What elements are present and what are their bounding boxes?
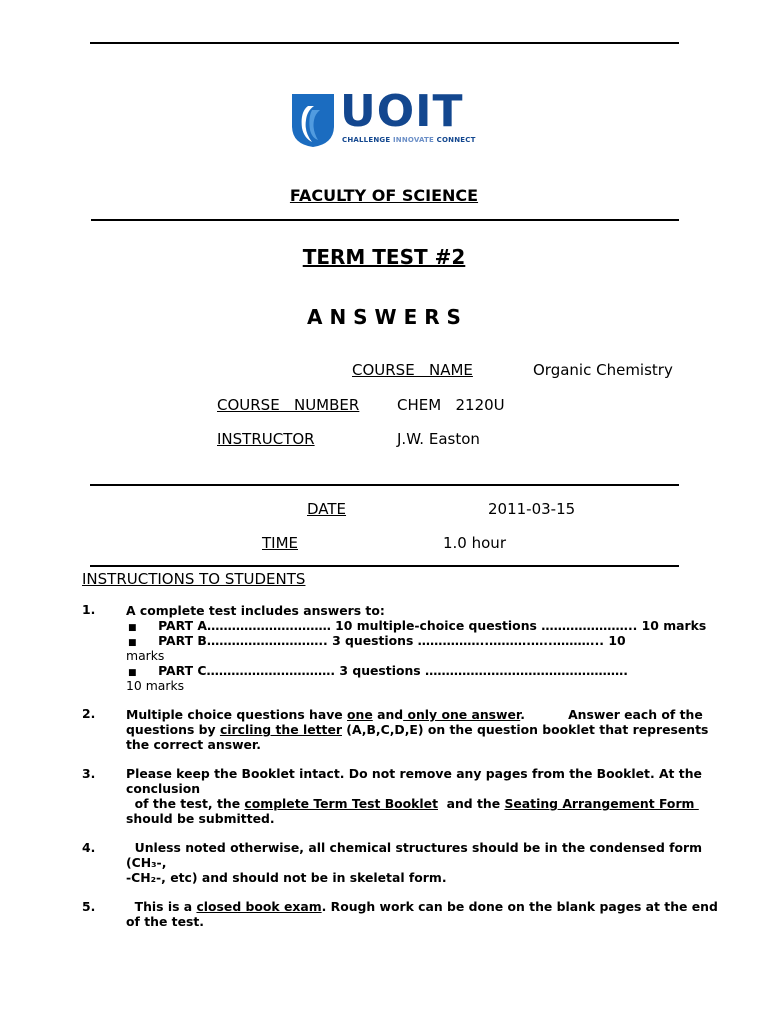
- term-test-title: TERM TEST #2: [302, 245, 466, 269]
- uoit-logo: [290, 86, 480, 150]
- item2-text: . Answer each of the: [520, 707, 703, 722]
- item3-line4: should be submitted.: [126, 811, 275, 826]
- item5-text: . Rough work can be done on the blank pages at the end: [321, 899, 718, 914]
- item2-circling-letter: circling the letter: [219, 722, 342, 737]
- item2-text: (A,B,C,D,E) on the question booklet that represents: [341, 722, 709, 737]
- item5-closed-book: closed book exam: [196, 899, 322, 914]
- instructions-heading: INSTRUCTIONS TO STUDENTS: [82, 570, 306, 588]
- item5-text: This is a: [126, 899, 197, 914]
- item3-seating-form: Seating Arrangement Form: [504, 796, 699, 811]
- item1-part-c-cont: 10 marks: [126, 678, 185, 693]
- item1-number: 1.: [82, 602, 96, 617]
- item2-number: 2.: [82, 706, 96, 721]
- instructor-label: INSTRUCTOR: [217, 430, 315, 448]
- course-name-value: Organic Chemistry: [533, 361, 673, 379]
- item2-text: and: [372, 707, 404, 722]
- bullet-square-icon: ■: [128, 623, 137, 633]
- faculty-rule: [91, 219, 679, 221]
- bullet-square-icon: ■: [128, 638, 137, 648]
- top-rule: [90, 42, 679, 44]
- time-label: TIME: [262, 534, 299, 552]
- item4-line3: -CH₂-, etc) and should not be in skeletal form.: [126, 870, 447, 885]
- item3-text: and the: [438, 796, 505, 811]
- item3-line1: Please keep the Booklet intact. Do not remove any pages from the Booklet. At the: [126, 766, 702, 781]
- time-value: 1.0 hour: [443, 534, 506, 552]
- schedule-rule: [90, 565, 679, 567]
- logo-tagline: [342, 136, 476, 144]
- item2-one: one: [347, 707, 373, 722]
- part-a-text: PART A………………………… 10 multiple-choice questions ………………….. 10 marks: [158, 618, 707, 633]
- item2-line2: [126, 722, 708, 737]
- part-c-text: PART C…………………………. 3 questions ………………………………………….: [158, 663, 628, 678]
- item2-line3: the correct answer.: [126, 737, 261, 752]
- answers-title: A N S W E R S: [307, 305, 461, 329]
- item2-line1: [126, 707, 703, 722]
- item1-part-c: [128, 663, 628, 681]
- course-number-value: CHEM 2120U: [397, 396, 505, 414]
- logo-wordmark: UOIT: [340, 86, 464, 137]
- item1-intro: A complete test includes answers to:: [126, 603, 385, 618]
- item2-text: questions by: [126, 722, 220, 737]
- item5-line2: of the test.: [126, 914, 205, 929]
- faculty-title: FACULTY OF SCIENCE: [289, 186, 479, 205]
- date-value: 2011-03-15: [488, 500, 576, 518]
- item1-part-b: [128, 633, 626, 651]
- tagline-innovate: INNOVATE: [392, 136, 435, 144]
- item3-booklet: complete Term Test Booklet: [244, 796, 438, 811]
- course-rule: [90, 484, 679, 486]
- item3-number: 3.: [82, 766, 96, 781]
- item4-line1: Unless noted otherwise, all chemical structures should be in the condensed form: [126, 840, 703, 855]
- item3-line2: conclusion: [126, 781, 201, 796]
- item5-number: 5.: [82, 899, 96, 914]
- date-label: DATE: [307, 500, 347, 518]
- course-number-label: COURSE NUMBER: [217, 396, 360, 414]
- shield-icon: [290, 92, 336, 148]
- item3-text: of the test, the: [126, 796, 245, 811]
- item5-line1: [126, 899, 718, 914]
- item4-number: 4.: [82, 840, 96, 855]
- bullet-square-icon: ■: [128, 668, 137, 678]
- part-b-text: PART B……………………….. 3 questions ……………..……….…..………... 10: [158, 633, 626, 648]
- item2-only-one-answer: only one answer: [403, 707, 521, 722]
- item1-part-b-cont: marks: [126, 648, 165, 663]
- item4-line2: (CH₃-,: [126, 855, 167, 870]
- instructor-value: J.W. Easton: [397, 430, 480, 448]
- tagline-challenge: CHALLENGE: [342, 136, 391, 144]
- item3-line3: [126, 796, 699, 811]
- tagline-connect: CONNECT: [436, 136, 476, 144]
- item2-text: Multiple choice questions have: [126, 707, 348, 722]
- course-name-label: COURSE NAME: [352, 361, 473, 379]
